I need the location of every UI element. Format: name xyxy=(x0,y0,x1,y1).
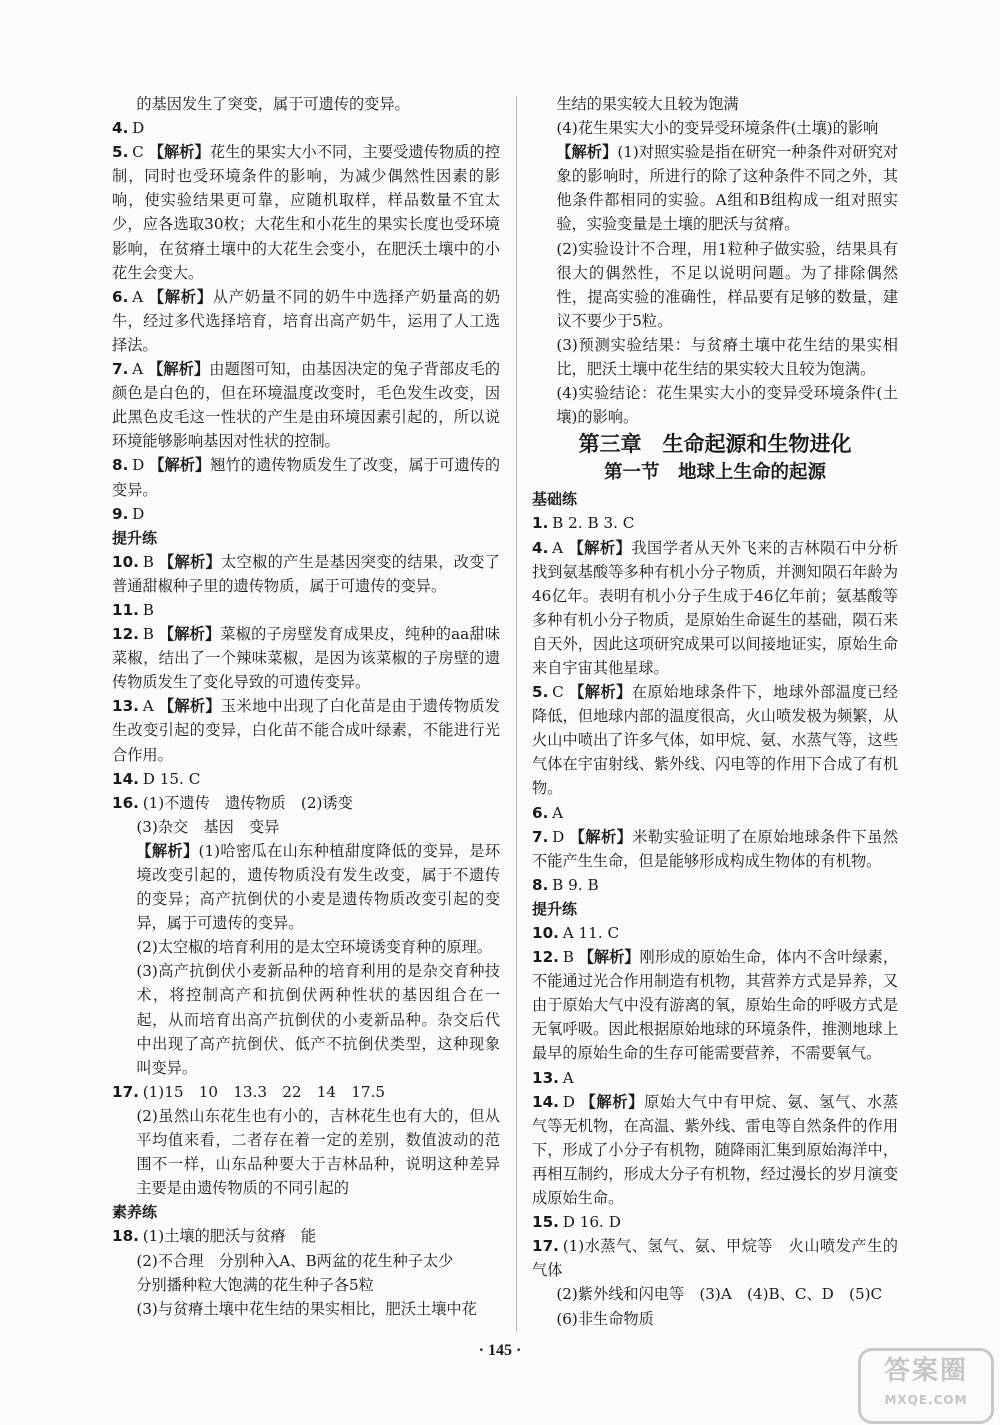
answer-item xyxy=(112,502,500,526)
answer-item xyxy=(112,767,500,791)
answer-item xyxy=(532,873,898,897)
item-text: D xyxy=(562,1092,581,1111)
item-text: (3)预测实验结果：与贫瘠土壤中花生结的果实相比，肥沃土壤中花生结的果实较大且较为饱满。 xyxy=(556,335,898,379)
right-column xyxy=(532,92,898,1331)
item-text: 素养练 xyxy=(112,1203,158,1222)
answer-item xyxy=(112,622,500,694)
answer-item xyxy=(112,1224,500,1248)
answer-item xyxy=(532,1066,898,1090)
column-divider xyxy=(516,96,517,1332)
question-number: 17. xyxy=(112,1082,139,1101)
item-text: 生结的果实较大且较为饱满 xyxy=(556,95,739,113)
item-text: (3)与贫瘠土壤中花生结的果实相比，肥沃土壤中花 xyxy=(136,1299,477,1318)
question-number: 8. xyxy=(112,456,129,475)
answer-item xyxy=(532,237,898,333)
analysis-tag: 【解析】 xyxy=(578,948,640,967)
answer-item xyxy=(112,1104,500,1200)
question-number: 12. xyxy=(532,948,559,967)
answer-item xyxy=(112,550,500,598)
page-number: · 145 · xyxy=(478,1342,522,1359)
answer-item xyxy=(532,92,898,116)
analysis-text: 翘竹的遗传物质发生了改变，属于可遗传的变异。 xyxy=(112,456,501,499)
item-text: (2)紫外线和闪电等 (3)A (4)B、C、D (5)C xyxy=(556,1285,883,1304)
answer-item xyxy=(532,116,898,140)
analysis-tag: 【解析】 xyxy=(580,1092,645,1111)
section-title xyxy=(532,459,898,487)
analysis-text: 菜椒的子房壁发育成果皮，纯种的aa甜味菜椒，结出了一个辣味菜椒，是因为该菜椒的子房壁的遗传物质发生了变化导致的可遗传变异。 xyxy=(112,625,501,692)
item-text: B xyxy=(142,552,160,571)
section-label xyxy=(532,897,898,921)
analysis-text: 在原始地球条件下，地球外部温度已经降低，但地球内部的温度很高，火山喷发极为频繁，从火山中喷出了许多气体，如甲烷、氨、水蒸气等，这些气体在宇宙射线、紫外线、闪电等的作用下合成了有机物。 xyxy=(532,683,899,798)
analysis-text: 玉米地中出现了白化苗是由于遗传物质发生改变引起的变异，白化苗不能合成叶绿素，不能进行光合作用。 xyxy=(112,697,501,764)
analysis-text: 太空椒的产生是基因突变的结果，改变了普通甜椒种子里的遗传物质，属于可遗传的变异。 xyxy=(112,552,501,595)
answer-item xyxy=(112,116,500,140)
item-text: (2)不合理 分别种入A、B两盆的花生种子太少 xyxy=(136,1251,454,1270)
question-number: 14. xyxy=(532,1092,559,1111)
item-text: (2)太空椒的培育利用的是太空环境诱变育种的原理。 xyxy=(136,938,492,957)
item-text: 第一节 地球上生命的起源 xyxy=(603,462,826,484)
answer-item xyxy=(532,921,898,945)
analysis-tag: 【解析】 xyxy=(158,625,221,644)
analysis-text: 原始大气中有甲烷、氨、氢气、水蒸气等无机物，在高温、紫外线、雷电等自然条件的作用下，形成了小分子有机物，随降雨汇集到原始海洋中，再相互制约，形成大分子有机物，经过漫长的岁月演变成原始生命。 xyxy=(532,1092,898,1208)
item-text: D 16. D xyxy=(562,1213,621,1232)
answer-item xyxy=(112,140,500,285)
question-number: 10. xyxy=(112,552,139,571)
question-number: 14. xyxy=(112,769,139,788)
item-text: C xyxy=(552,683,570,702)
item-text: 提升练 xyxy=(532,899,578,918)
answer-item xyxy=(112,935,500,959)
item-text: D xyxy=(132,119,145,138)
watermark-logo-text: 答案圈 xyxy=(883,1356,968,1386)
analysis-text: 米勒实验证明了在原始地球条件下虽然不能产生生命，但是能够形成构成生物体的有机物。 xyxy=(532,827,899,870)
item-text: (6)非生命物质 xyxy=(556,1309,654,1328)
question-number: 9. xyxy=(112,504,129,523)
section-label xyxy=(112,526,500,550)
answer-item xyxy=(532,381,898,429)
question-number: 12. xyxy=(112,625,139,644)
analysis-text: 刚形成的原始生命，体内不含叶绿素，不能通过光合作用制造有机物，其营养方式是异养，又由于原始大气中没有游离的氧，原始生命的呼吸方式是无氧呼吸。因此根据原始地球的环境条件，推测地球上最早的原始生命的生存可能需要营养，不需要氧气。 xyxy=(532,948,899,1063)
answer-item xyxy=(532,1090,898,1210)
answer-item xyxy=(112,1080,500,1104)
question-number: 4. xyxy=(112,119,129,138)
item-text: 分别播种粒大饱满的花生种子各5粒 xyxy=(136,1275,374,1294)
watermark-url: MXQE.COM xyxy=(884,1393,968,1407)
item-text: (1)水蒸气、氢气、氨、甲烷等 火山喷发产生的气体 xyxy=(532,1237,898,1280)
question-number: 13. xyxy=(112,697,139,716)
item-text: 提升练 xyxy=(112,528,158,547)
answer-item xyxy=(532,680,898,800)
answer-item xyxy=(532,945,898,1065)
question-number: 18. xyxy=(112,1227,139,1246)
answer-item xyxy=(532,801,898,825)
item-text: (1)15 10 13.3 22 14 17.5 xyxy=(142,1082,386,1101)
analysis-tag: 【解析】 xyxy=(569,683,632,702)
answer-item xyxy=(112,815,500,839)
answer-item xyxy=(112,694,500,766)
analysis-text: (1)哈密瓜在山东种植甜度降低的变异，是环境改变引起的，遗传物质没有发生改变，属于不遗传的变异；高产抗倒伏的小麦是遗传物质改变引起的变异，属于可遗传的变异。 xyxy=(136,841,501,933)
question-number: 6. xyxy=(112,287,129,306)
analysis-tag: 【解析】 xyxy=(136,841,199,860)
answer-item xyxy=(532,1307,898,1331)
item-text: (3)杂交 基因 变异 xyxy=(136,817,280,836)
analysis-text: 花生的果实大小不同，主要受遗传物质的控制，同时也受环境条件的影响，为减少偶然性因素的影响，使实验结果更可靠，应随机取样，样品数量不宜太少，应各选取30枚；大花生和小花生的果实长度也受环境影响，在贫瘠土壤中的大花生会变小，在肥沃土壤中的小花生会变大。 xyxy=(112,143,501,282)
answer-item xyxy=(532,536,898,681)
analysis-text: 由题图可知，由基因决定的兔子背部皮毛的颜色是白色的，但在环境温度改变时，毛色发生改变，因此黑色皮毛这一性状的产生是由环境因素引起的，所以说环境能够影响基因对性状的控制。 xyxy=(112,360,501,451)
item-text: (1)土壤的肥沃与贫瘠 能 xyxy=(142,1227,317,1246)
analysis-text: (1)对照实验是指在研究一种条件对研究对象的影响时，所进行的除了这种条件不同之外，其他条件都相同的实验。A组和B组构成一组对照实验，实验变量是土壤的肥沃与贫瘠。 xyxy=(556,143,899,234)
left-column xyxy=(112,92,500,1321)
question-number: 17. xyxy=(532,1237,559,1256)
analysis-tag: 【解析】 xyxy=(159,552,222,571)
question-number: 7. xyxy=(532,827,549,846)
question-number: 13. xyxy=(532,1068,559,1087)
item-text: B xyxy=(142,600,154,619)
analysis-tag: 【解析】 xyxy=(148,143,210,162)
answer-item xyxy=(112,598,500,622)
section-label xyxy=(112,1200,500,1224)
answer-item xyxy=(532,1210,898,1234)
question-number: 4. xyxy=(532,538,549,557)
question-number: 6. xyxy=(532,803,549,822)
analysis-tag: 【解析】 xyxy=(569,827,633,846)
analysis-tag: 【解析】 xyxy=(556,143,618,162)
item-text: B xyxy=(562,948,579,967)
item-text: 第三章 生命起源和生物进化 xyxy=(578,432,852,457)
answer-item xyxy=(532,140,898,236)
item-text: (4)实验结论：花生果实大小的变异受环境条件(土壤)的影响。 xyxy=(556,384,898,427)
chapter-title xyxy=(532,429,898,459)
watermark-logo xyxy=(858,1348,994,1424)
analysis-tag: 【解析】 xyxy=(158,697,221,716)
item-text: (3)高产抗倒伏小麦新品种的培育利用的是杂交育种技术，将控制高产和抗倒伏两种性状的基因组合在一起，从而培育出高产抗倒伏的小麦新品种。杂交后代中出现了高产抗倒伏、低产不抗倒伏类型，这种现象叫变异。 xyxy=(136,962,500,1077)
item-text: D xyxy=(552,827,570,846)
answer-item xyxy=(112,1273,500,1297)
answer-item xyxy=(532,511,898,535)
answer-item xyxy=(532,825,898,873)
answer-item xyxy=(532,1234,898,1282)
answer-item xyxy=(112,357,500,453)
item-text: A xyxy=(562,1068,574,1087)
item-text: (2)实验设计不合理，用1粒种子做实验，结果具有很大的偶然性，不足以说明问题。为了排除偶然性，提高实验的准确性，样品要有足够的数量，建议不要少于5粒。 xyxy=(556,239,898,330)
section-label xyxy=(532,487,898,511)
answer-item xyxy=(112,453,500,501)
item-text: D xyxy=(132,456,150,475)
question-number: 5. xyxy=(532,683,549,702)
analysis-tag: 【解析】 xyxy=(148,287,213,306)
answer-item xyxy=(532,1282,898,1306)
item-text: 的基因发生了突变，属于可遗传的变异。 xyxy=(136,95,410,113)
item-text: (4)花生果实大小的变异受环境条件(土壤)的影响 xyxy=(556,119,879,138)
question-number: 5. xyxy=(112,143,129,162)
question-number: 7. xyxy=(112,360,129,379)
item-text: A xyxy=(552,803,564,822)
item-text: (2)虽然山东花生也有小的，吉林花生也有大的，但从平均值来看，二者存在着一定的差别，数值波动的范围不一样，山东品种要大于吉林品种，说明这种差异主要是由遗传物质的不同引起的 xyxy=(136,1106,500,1198)
analysis-text: 从产奶量不同的奶牛中选择产奶量高的奶牛，经过多代选择培育，培育出高产奶牛，运用了人工选择法。 xyxy=(112,287,501,354)
item-text: (1)不遗传 遗传物质 (2)诱变 xyxy=(142,793,353,812)
answer-item xyxy=(112,959,500,1079)
answer-item xyxy=(112,839,500,935)
analysis-tag: 【解析】 xyxy=(568,538,632,557)
answer-item xyxy=(112,92,500,116)
question-number: 16. xyxy=(112,793,139,812)
answer-item xyxy=(532,333,898,381)
item-text: A xyxy=(132,360,149,379)
question-number: 15. xyxy=(532,1213,559,1232)
item-text: 基础练 xyxy=(532,490,578,509)
answer-item xyxy=(112,285,500,357)
answer-item xyxy=(112,791,500,815)
item-text: A xyxy=(142,697,159,716)
item-text: B 2. B 3. C xyxy=(552,514,635,533)
item-text: B xyxy=(142,625,159,644)
question-number: 8. xyxy=(532,875,549,894)
question-number: 1. xyxy=(532,514,549,533)
question-number: 11. xyxy=(112,600,139,619)
item-text: D xyxy=(132,504,145,523)
question-number: 10. xyxy=(532,924,559,942)
analysis-tag: 【解析】 xyxy=(148,360,210,379)
item-text: A xyxy=(132,287,149,306)
item-text: A 11. C xyxy=(562,924,620,942)
item-text: A xyxy=(552,538,569,557)
item-text: B 9. B xyxy=(552,875,599,894)
item-text: C xyxy=(132,143,149,162)
item-text: D 15. C xyxy=(142,769,201,788)
answer-item xyxy=(112,1297,500,1321)
analysis-text: 我国学者从天外飞来的吉林陨石中分析找到氨基酸等多种有机小分子物质，并测知陨石年龄为46亿年。表明有机小分子生成于46亿年前；氨基酸等多种有机小分子物质，是原始生命诞生的基础，陨石来自天外，因此这项研究成果可以间接地证实，原始生命来自宇宙其他星球。 xyxy=(532,538,899,677)
analysis-tag: 【解析】 xyxy=(149,456,211,475)
answer-item xyxy=(112,1249,500,1273)
